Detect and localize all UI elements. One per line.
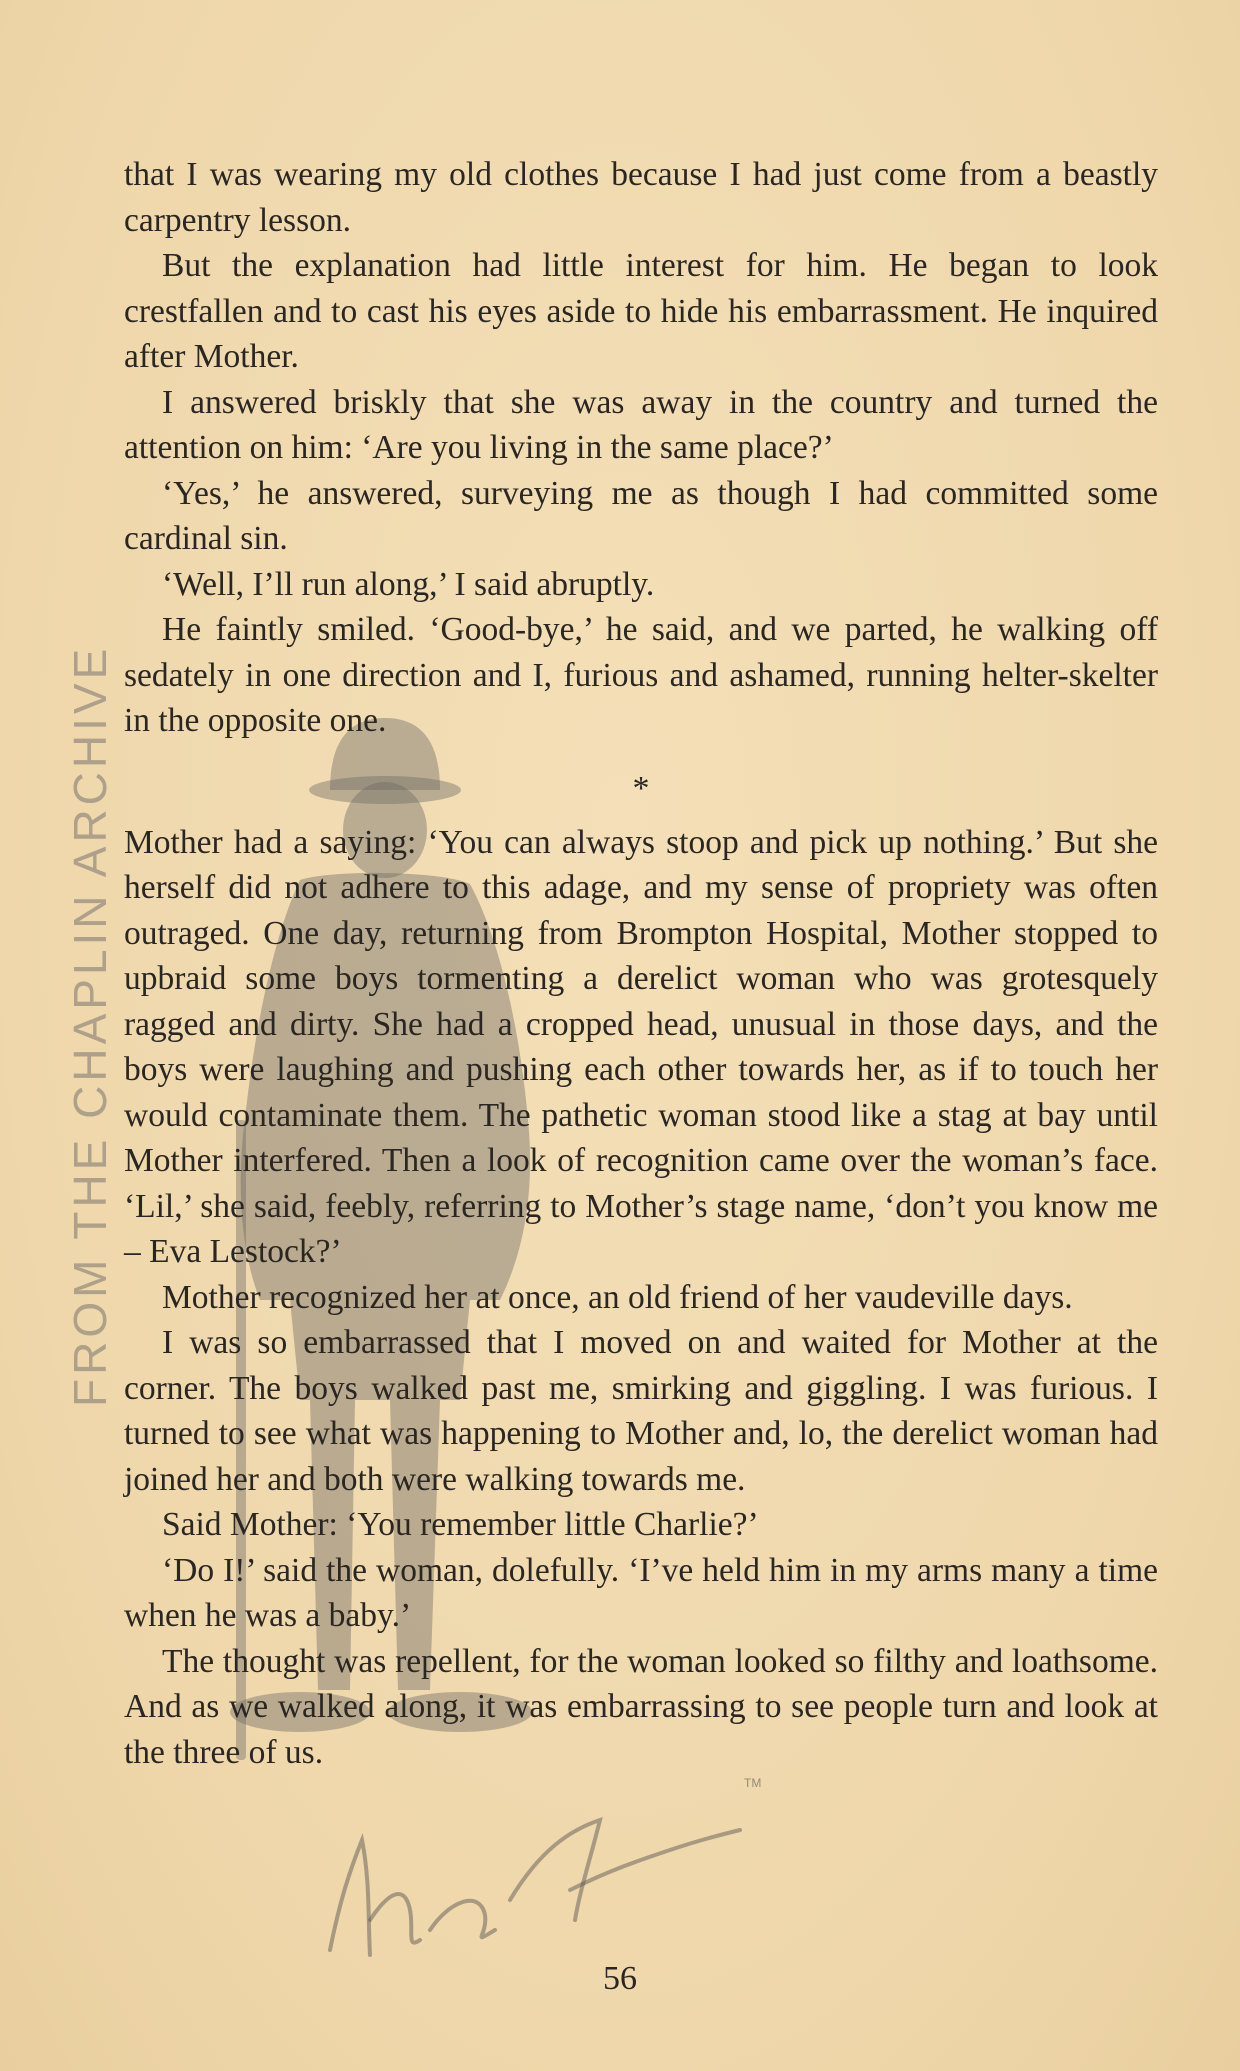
paragraph: He faintly smiled. ‘Good-bye,’ he said, and we parted, he walking off sedately in one direction and I, furious and ashamed, running helter-skelter in the opposite one. — [124, 611, 1158, 739]
trademark-mark: TM — [744, 1776, 762, 1790]
main-text — [124, 152, 1158, 1775]
signature-watermark — [310, 1780, 750, 1980]
paragraph: I was so embarrassed that I moved on and waited for Mother at the corner. The boys walked past me, smirking and giggling. I was furious. I turned to see what was happening to Mother and, lo, the derelict woman had joined her and both were walking towards me. — [124, 1324, 1158, 1498]
paragraph: ‘Yes,’ he answered, surveying me as though I had committed some cardinal sin. — [124, 474, 1158, 557]
paragraph: I answered briskly that she was away in the country and turned the attention on him: ‘Are you living in the same place?’ — [124, 383, 1158, 466]
paragraph: ‘Well, I’ll run along,’ I said abruptly. — [162, 565, 655, 603]
paragraph: that I was wearing my old clothes because I had just come from a beastly carpentry lesson. — [124, 156, 1158, 239]
paragraph: Said Mother: ‘You remember little Charlie?’ — [162, 1506, 759, 1543]
watermark-text-left: FROM THE CHAPLIN ARCHIVE — [64, 644, 116, 1407]
paragraph: ‘Do I!’ said the woman, dolefully. ‘I’ve held him in my arms many a time when he was a baby.’ — [124, 1551, 1158, 1634]
paragraph: Mother had a saying: ‘You can always stoop and pick up nothing.’ But she herself did not adhere to this adage, and my sense of propriety was often outraged. One day, returning from Brompton Hospital, Mother stopped to upbraid some boys tormenting a derelict woman who was grotesquely ragged and dirty. She had a cropped head, unusual in those days, and the boys were laughing and pushing each other towards her, as if to touch her would contaminate them. The pathetic woman stood like a stag at bay until Mother interfered. Then a look of recognition came over the woman’s face. ‘Lil,’ she said, feebly, referring to Mother’s stage name, ‘don’t you know me – Eva Lestock?’ — [124, 823, 1158, 1270]
paragraph: Mother recognized her at once, an old friend of her vaudeville days. — [162, 1278, 1073, 1316]
paragraph: The thought was repellent, for the woman looked so filthy and loathsome. And as we walked along, it was embarrassing to see people turn and look at the three of us. — [124, 1642, 1158, 1771]
section-separator: * — [632, 769, 650, 807]
paragraph: But the explanation had little interest for him. He began to look crestfallen and to cast his eyes aside to hide his embarrassment. He inquired after Mother. — [124, 247, 1158, 375]
page-number: 56 — [603, 1960, 637, 1997]
